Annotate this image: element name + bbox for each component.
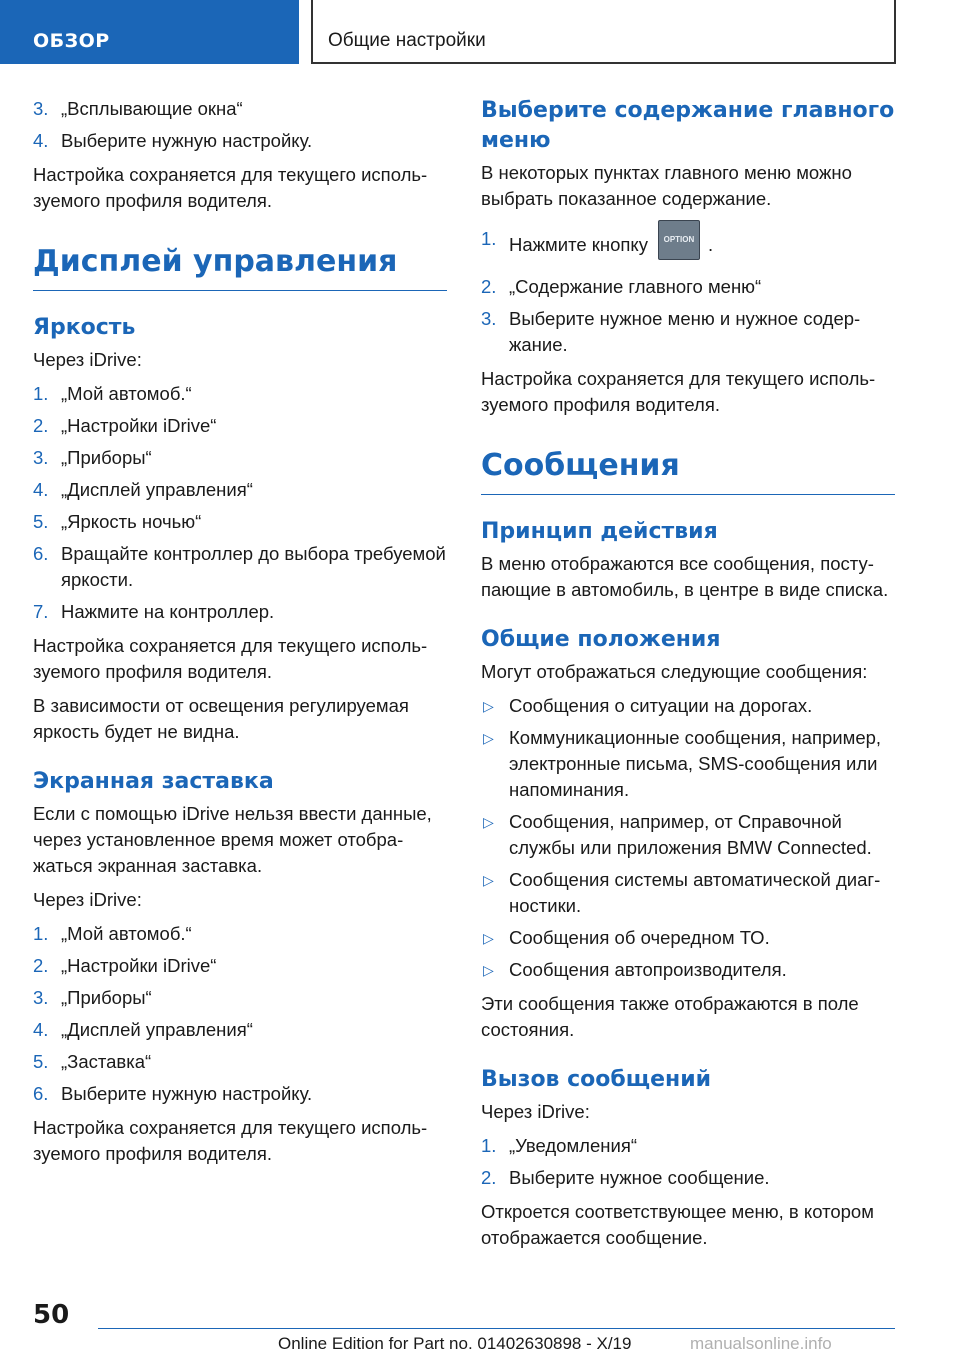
list-item [481,725,895,803]
subsection-heading: Экранная заставка [33,769,274,794]
step-text: „Уведомления“ [509,1135,637,1156]
list-item [481,274,895,300]
step-number: 3. [33,98,49,119]
step-number: 2. [481,1167,497,1188]
paragraph: Могут отображаться следующие сообщения: [481,661,868,682]
list-item [33,381,447,407]
paragraph: Эти сообщения также отображаются в поле состояния. [481,993,859,1040]
list-item [33,985,447,1011]
step-text: Нажмите кнопку [509,233,648,255]
step-text: Вращайте контроллер до выбора требуемой яркости. [61,543,446,590]
paragraph: В зависимости от освещения регулируемая яркость будет не видна. [33,695,409,742]
step-number: 3. [33,987,49,1008]
step-end: . [707,233,714,255]
paragraph: Через iDrive: [33,889,142,910]
subsection-heading: Общие положения [481,627,721,652]
list-item [33,477,447,503]
list-item [33,413,447,439]
step-text: „Дисплей управления“ [61,1019,253,1040]
step-number: 1. [481,1135,497,1156]
step-text: „Содержание главного меню“ [509,276,762,297]
step-number: 5. [33,511,49,532]
paragraph: В меню отображаются все сообщения, поступающие в автомобиль, в центре в виде списка. [481,553,889,600]
triangle-bullet-icon: ▷ [483,962,494,978]
left-column [33,96,447,1175]
step-number: 4. [33,1019,49,1040]
step-text: „Приборы“ [61,447,152,468]
list-item [33,599,447,625]
step-number: 1. [481,228,497,249]
step-number: 2. [33,955,49,976]
list-item [481,1133,895,1159]
bullet-text: Сообщения автопроизводителя. [509,959,787,980]
list-item [481,925,895,951]
list-item [33,953,447,979]
paragraph: Настройка сохраняется для текущего используемого профиля водителя. [33,164,428,211]
triangle-bullet-icon: ▷ [483,730,494,746]
step-number: 3. [33,447,49,468]
right-column [481,96,895,1259]
main-menu-steps [481,226,895,358]
step-number: 4. [33,130,49,151]
step-number: 6. [33,543,49,564]
bullet-text: Сообщения, например, от Справочной службы или приложения BMW Connected. [509,811,872,858]
list-item [481,957,895,983]
page-number: 50 [33,1300,70,1330]
step-number: 1. [33,923,49,944]
list-item [33,128,447,154]
step-text: „Мой автомоб.“ [61,923,192,944]
step-text: „Всплывающие окна“ [61,98,243,119]
step-number: 2. [33,415,49,436]
step-text: Выберите нужную настройку. [61,1083,313,1104]
section-tab: ОБЗОР [0,0,299,64]
step-number: 6. [33,1083,49,1104]
paragraph: Настройка сохраняется для текущего используемого профиля водителя. [481,368,876,415]
list-item [481,809,895,861]
step-text: Выберите нужное сообщение. [509,1167,770,1188]
paragraph: Откроется соответствующее меню, в котором отображается сообщение. [481,1201,874,1248]
chapter-title: Общие настройки [311,0,896,64]
step-text: Выберите нужное меню и нужное содержание. [509,308,861,355]
call-steps [481,1133,895,1191]
triangle-bullet-icon: ▷ [483,698,494,714]
step-text: Выберите нужную настройку. [61,130,313,151]
paragraph: Настройка сохраняется для текущего используемого профиля водителя. [33,1117,428,1164]
list-item [33,445,447,471]
list-item [33,541,447,593]
list-item [481,693,895,719]
brightness-steps [33,381,447,625]
list-item [33,1049,447,1075]
paragraph: Если с помощью iDrive нельзя ввести данные, через установленное время может отображаться экранная заставка. [33,803,432,876]
subsection-heading: Яркость [33,315,136,340]
step-text: „Мой автомоб.“ [61,383,192,404]
bullet-text: Сообщения системы автоматической диагностики. [509,869,881,916]
list-item [33,1081,447,1107]
step-number: 4. [33,479,49,500]
subsection-heading: Принцип действия [481,519,718,544]
subsection-heading: Выберите содержание главного меню [481,98,895,153]
list-item [481,1165,895,1191]
list-item [33,1017,447,1043]
intro-steps [33,96,447,154]
paragraph: Через iDrive: [481,1101,590,1122]
list-item [481,867,895,919]
footer-divider [98,1328,895,1329]
option-button-icon: OPTION [658,220,700,260]
list-item [33,96,447,122]
bullet-text: Сообщения об очередном ТО. [509,927,770,948]
bullet-text: Сообщения о ситуации на дорогах. [509,695,813,716]
step-number: 1. [33,383,49,404]
step-number: 2. [481,276,497,297]
step-number: 7. [33,601,49,622]
step-text: „Настройки iDrive“ [61,955,217,976]
bullet-text: Коммуникационные сообщения, например, электронные письма, SMS-сообщения или напоминания. [509,727,882,800]
triangle-bullet-icon: ▷ [483,814,494,830]
list-item [481,226,895,266]
step-text: „Яркость ночью“ [61,511,202,532]
footer-edition: Online Edition for Part no. 01402630898 - X/19 [278,1334,632,1353]
step-text: Нажмите на контроллер. [61,601,275,622]
paragraph: Настройка сохраняется для текущего используемого профиля водителя. [33,635,428,682]
subsection-heading: Вызов сообщений [481,1067,712,1092]
paragraph: В некоторых пунктах главного меню можно выбрать показанное содержание. [481,162,852,209]
step-text: „Дисплей управления“ [61,479,253,500]
step-text: „Приборы“ [61,987,152,1008]
step-text: „Настройки iDrive“ [61,415,217,436]
step-number: 3. [481,308,497,329]
list-item [33,921,447,947]
list-item [33,509,447,535]
list-item [481,306,895,358]
step-text: „Заставка“ [61,1051,152,1072]
message-types-list [481,693,895,983]
section-heading: Сообщения [481,448,895,495]
section-heading: Дисплей управления [33,244,447,291]
footer-watermark: manualsonline.info [690,1334,832,1353]
screensaver-steps [33,921,447,1107]
step-number: 5. [33,1051,49,1072]
paragraph: Через iDrive: [33,349,142,370]
triangle-bullet-icon: ▷ [483,930,494,946]
triangle-bullet-icon: ▷ [483,872,494,888]
